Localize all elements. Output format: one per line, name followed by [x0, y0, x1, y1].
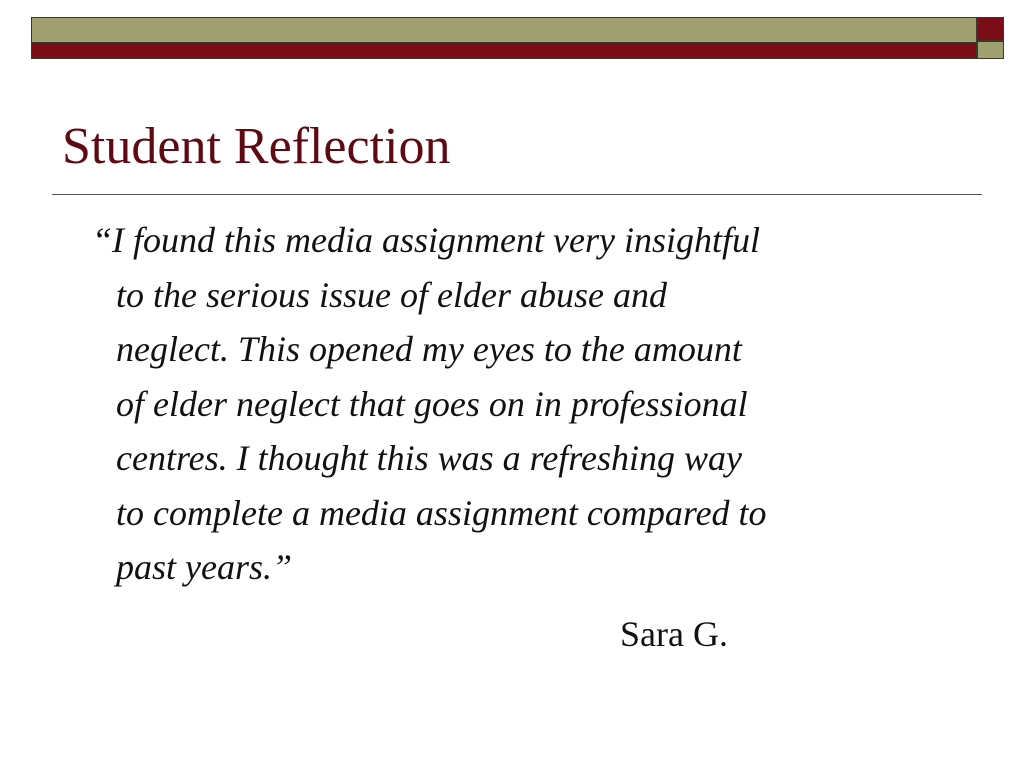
corner-square-olive [977, 41, 1004, 59]
quote-author: Sara G. [620, 614, 728, 654]
title-divider [52, 194, 982, 195]
slide-title: Student Reflection [62, 118, 451, 175]
banner-corner-squares [977, 17, 1004, 59]
banner-maroon-stripe [32, 43, 976, 58]
banner-olive-stripe [32, 18, 976, 43]
corner-square-maroon [977, 17, 1004, 41]
reflection-quote: “I found this media assignment very insightful to the serious issue of elder abuse and neglect. This opened my eyes to the amount of elder neglect that goes on in professional centres. I thought this was a refreshing way to complete a media assignment compared to past years.” [92, 220, 767, 587]
header-banner [31, 17, 977, 59]
